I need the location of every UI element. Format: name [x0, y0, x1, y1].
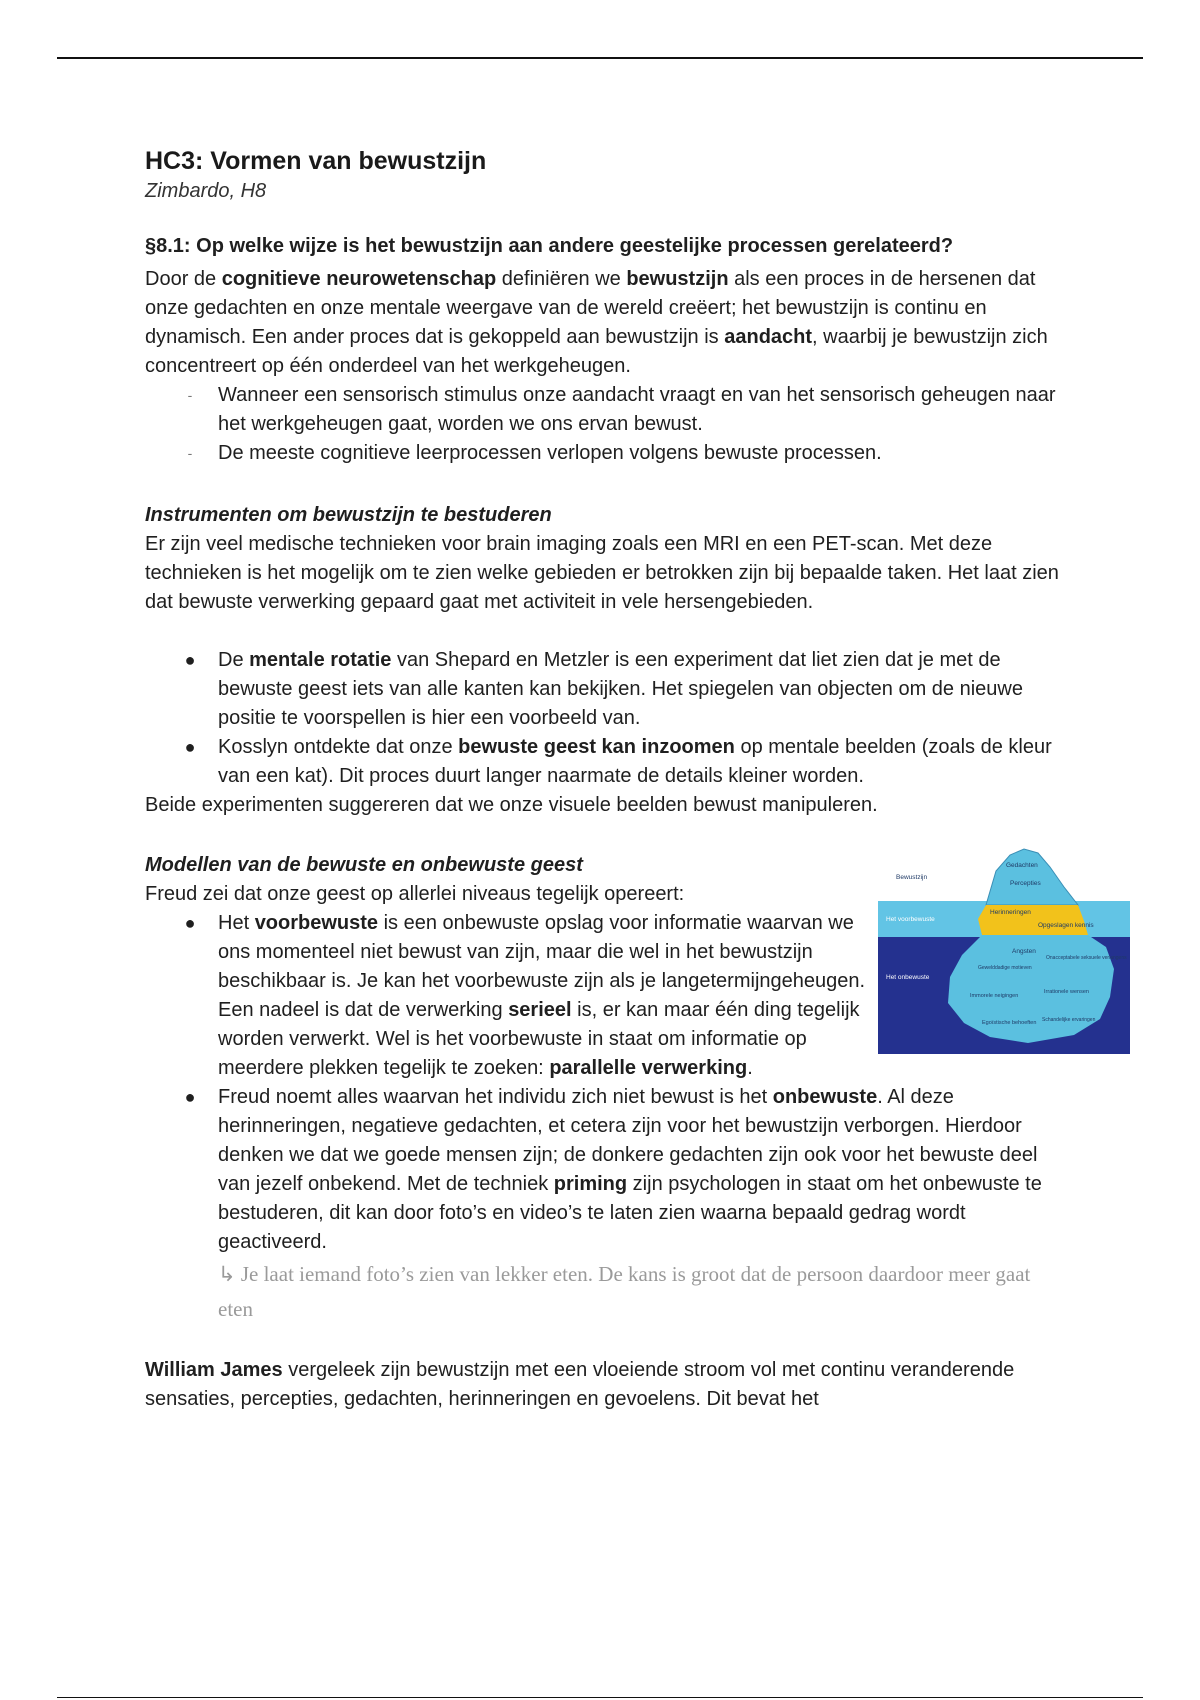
text-run: is een onbewuste opslag voor informatie waarvan we ons momenteel niet bewust van zijn, maar die wel in het bewustzijn beschikbaar is. Je kan het voorbewuste zijn als je langetermijngeheugen. Een nadeel is dat de verwerking: [218, 912, 866, 1021]
paragraph-conclusion: Beide experimenten suggereren dat we onze visuele beelden bewust manipuleren.: [145, 794, 878, 816]
text-run: van Shepard en Metzler is een experiment dat liet zien dat je met de bewuste geest iets van alle kanten kan bekijken. Het spiegelen van objecten om de nieuwe positie te voorspellen is hier een voorbeeld van.: [218, 649, 1023, 729]
bold-term: aandacht: [724, 326, 813, 348]
paragraph-freud-intro: Freud zei dat onze geest op allerlei niveaus tegelijk opereert:: [145, 883, 685, 905]
label-opgeslagen: Opgeslagen kennis: [1038, 922, 1094, 929]
spacer: [145, 468, 1060, 497]
text-run: , waarbij je bewustzijn zich concentreert op één onderdeel van het werkgeheugen.: [145, 326, 1048, 377]
bold-term: voorbewuste: [254, 912, 379, 934]
section-heading-modellen: Modellen van de bewuste en onbewuste geest: [145, 854, 583, 876]
label-angsten: Angsten: [1012, 948, 1036, 955]
text-run: De: [218, 649, 250, 671]
bullet-list: [145, 646, 1060, 791]
bold-term: serieel: [508, 999, 572, 1021]
spacer: [145, 617, 1060, 646]
text-run: Door de: [145, 268, 222, 290]
spacer: [145, 820, 1060, 849]
label-egoistische: Egoïstische behoeften: [982, 1020, 1037, 1026]
text-run: . Al deze herinneringen, negatieve gedachten, et cetera zijn voor het bewustzijn verborgen. Hierdoor denken we dat we goede mensen zijn; de donkere gedachten zijn ook voor het bewuste deel van jezelf onbekend. Met de techniek: [218, 1086, 1038, 1195]
label-onacceptabele: Onacceptabele seksuele verlangens: [1046, 955, 1127, 961]
paragraph-william-james: [145, 1356, 1060, 1414]
text-run: Kosslyn ontdekte dat onze: [218, 736, 459, 758]
bold-term: mentale rotatie: [249, 649, 392, 671]
text-run: .: [747, 1057, 753, 1079]
label-immorele: Immorele neigingen: [970, 993, 1019, 999]
bullet-marker: ●: [184, 737, 196, 757]
label-gewelddadige: Gewelddadige motieven: [978, 965, 1032, 971]
bold-term: William James: [145, 1359, 283, 1381]
section-heading-instrumenten: Instrumenten om bewustzijn te bestuderen: [145, 504, 552, 526]
text-run: op mentale beelden (zoals de kleur van een kat). Dit proces duurt langer naarmate de details kleiner worden.: [218, 736, 1052, 787]
list-item: [145, 381, 1060, 439]
text-run: definiëren we: [496, 268, 627, 290]
spacer: [145, 1327, 1060, 1356]
bold-term: onbewuste: [772, 1086, 878, 1108]
freud-section: [145, 851, 1127, 1327]
document-page: [145, 145, 1127, 1414]
freud-text-column: [145, 880, 865, 909]
bullet-marker: ●: [184, 913, 196, 933]
list-item: [145, 909, 873, 1083]
bold-term: bewustzijn: [626, 268, 729, 290]
top-rule: [57, 57, 1143, 59]
bold-term: parallelle verwerking: [549, 1057, 748, 1079]
label-herinneringen: Herinneringen: [990, 909, 1031, 916]
list-item: [145, 439, 1060, 468]
list-item-text: De meeste cognitieve leerprocessen verlopen volgens bewuste processen.: [218, 442, 882, 464]
text-run: is, er kan maar één ding tegelijk worden verwerkt. Wel is het voorbewuste in staat om informatie op meerdere plekken tegelijk te zoeken:: [218, 999, 860, 1079]
label-irrationele: Irrationele wensen: [1044, 989, 1089, 995]
list-item: [145, 646, 1060, 733]
text-run: vergeleek zijn bewustzijn met een vloeiende stroom vol met continu veranderende sensaties, percepties, gedachten, herinneringen en gevoelens. Dit bevat het: [145, 1359, 1015, 1410]
label-voorbewuste: Het voorbewuste: [886, 916, 935, 923]
section-heading-8-1: §8.1: Op welke wijze is het bewustzijn aan andere geestelijke processen gerelateerd?: [145, 235, 954, 257]
label-onbewuste: Het onbewuste: [886, 974, 930, 981]
list-item-text: Wanneer een sensorisch stimulus onze aandacht vraagt en van het sensorisch geheugen naar het werkgeheugen gaat, worden we ons ervan bewust.: [218, 384, 1056, 435]
list-item: [145, 733, 1060, 791]
iceberg-diagram: [878, 847, 1130, 1054]
page-subtitle: Zimbardo, H8: [145, 180, 267, 202]
text-run: als een proces in de hersenen dat onze gedachten en onze mentale weergave van de wereld creëert; het bewustzijn is continu en dynamisch. Een ander proces dat is gekoppeld aan bewustzijn is: [145, 268, 1036, 348]
priming-example-note: ↳ Je laat iemand foto’s zien van lekker eten. De kans is groot dat de persoon daardoor meer gaat eten: [218, 1262, 1031, 1321]
bottom-rule: [57, 1697, 1143, 1698]
bold-term: priming: [553, 1173, 628, 1195]
text-run: Het: [218, 912, 255, 934]
dash-marker: -: [187, 445, 193, 461]
dash-list: [145, 381, 1060, 468]
bold-term: bewuste geest kan inzoomen: [458, 736, 735, 758]
label-schandelijke: Schandelijke ervaringen: [1042, 1017, 1096, 1023]
bullet-marker: ●: [184, 1087, 196, 1107]
paragraph-cognitive-neuroscience: [145, 265, 1060, 381]
dash-marker: -: [187, 387, 193, 403]
bullet-marker: ●: [184, 650, 196, 670]
page-title: HC3: Vormen van bewustzijn: [145, 147, 487, 175]
list-item: [145, 1083, 1060, 1327]
bold-term: cognitieve neurowetenschap: [221, 268, 497, 290]
paragraph-brain-imaging: Er zijn veel medische technieken voor brain imaging zoals een MRI en een PET-scan. Met deze technieken is het mogelijk om te zien welke gebieden er betrokken zijn bij bepaalde taken. Het laat zien dat bewuste verwerking gepaard gaat met activiteit in vele hersengebieden.: [145, 533, 1059, 613]
label-gedachten: Gedachten: [1006, 862, 1038, 869]
label-bewustzijn: Bewustzijn: [896, 874, 928, 881]
text-run: zijn psychologen in staat om het onbewuste te bestuderen, dit kan door foto’s en video’s te laten zien waarna bepaald gedrag wordt geactiveerd.: [218, 1173, 1042, 1253]
text-run: Freud noemt alles waarvan het individu zich niet bewust is het: [218, 1086, 773, 1108]
label-percepties: Percepties: [1010, 880, 1041, 887]
